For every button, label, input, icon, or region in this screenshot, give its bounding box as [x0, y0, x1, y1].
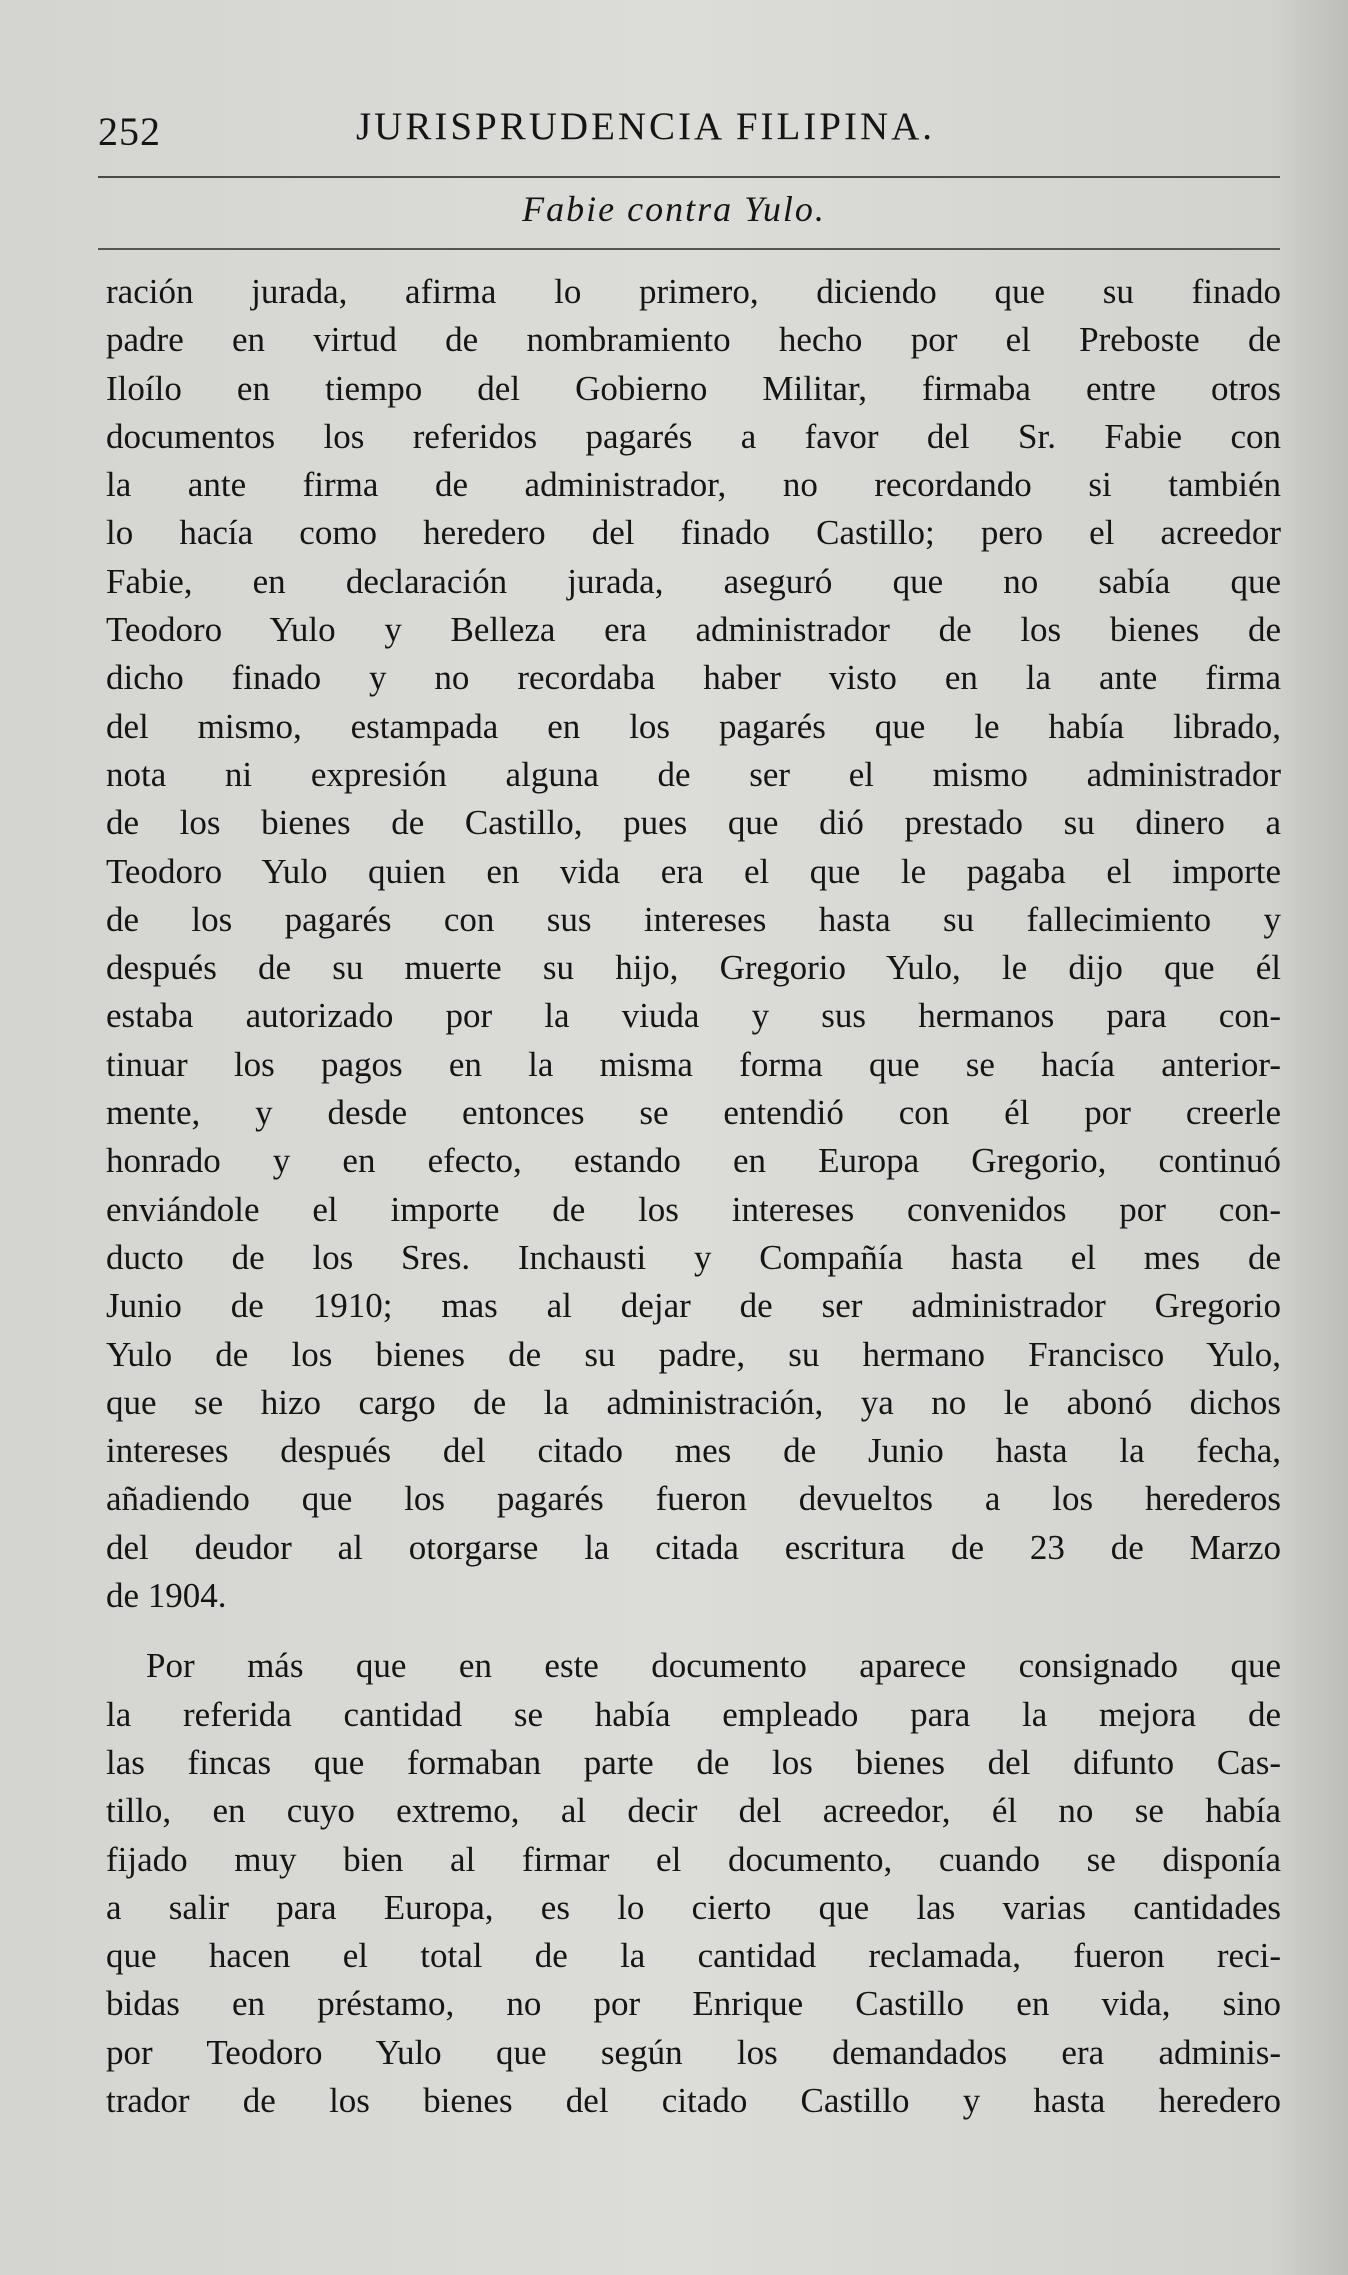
text-line: del mismo, estampada en los pagarés que le había librado,: [106, 706, 1281, 746]
text-line: añadiendo que los pagarés fueron devueltos a los herederos: [106, 1479, 1281, 1519]
body-text: [106, 268, 1281, 2125]
text-line: Junio de 1910; mas al dejar de ser administrador Gregorio: [106, 1286, 1281, 1326]
text-line: después de su muerte su hijo, Gregorio Yulo, le dijo que él: [106, 948, 1281, 988]
text-line: estaba autorizado por la viuda y sus hermanos para con-: [106, 996, 1281, 1036]
subtitle-rule: [98, 248, 1280, 250]
text-line: tillo, en cuyo extremo, al decir del acreedor, él no se había: [106, 1791, 1281, 1831]
case-title: Fabie contra Yulo.: [522, 189, 826, 229]
text-line: Teodoro Yulo quien en vida era el que le pagaba el importe: [106, 851, 1281, 891]
text-line: dicho finado y no recordaba haber visto en la ante firma: [106, 658, 1281, 698]
text-line: nota ni expresión alguna de ser el mismo administrador: [106, 754, 1281, 794]
text-line: de 1904.: [106, 1576, 227, 1616]
text-line: mente, y desde entonces se entendió con él por creerle: [106, 1093, 1281, 1133]
page-header: [98, 98, 1278, 158]
text-line: Yulo de los bienes de su padre, su hermano Francisco Yulo,: [106, 1334, 1281, 1374]
text-line: intereses después del citado mes de Junio hasta la fecha,: [106, 1431, 1281, 1471]
text-line: la ante firma de administrador, no recordando si también: [106, 465, 1281, 505]
text-line: ración jurada, afirma lo primero, diciendo que su finado: [106, 272, 1281, 311]
text-line: ducto de los Sres. Inchausti y Compañía hasta el mes de: [106, 1237, 1281, 1277]
text-line: la referida cantidad se había empleado para la mejora de: [106, 1694, 1281, 1734]
text-line: las fincas que formaban parte de los bienes del difunto Cas-: [106, 1742, 1281, 1782]
text-line: padre en virtud de nombramiento hecho por el Preboste de: [106, 320, 1281, 360]
text-line: de los bienes de Castillo, pues que dió prestado su dinero a: [106, 803, 1281, 843]
paragraph-1: [106, 268, 1281, 1620]
paragraph-2: [106, 1642, 1281, 2125]
text-line: tinuar los pagos en la misma forma que se hacía anterior-: [106, 1044, 1281, 1084]
text-line: por Teodoro Yulo que según los demandados era adminis-: [106, 2032, 1281, 2072]
text-line: lo hacía como heredero del finado Castillo; pero el acreedor: [106, 513, 1281, 553]
text-line: trador de los bienes del citado Castillo y hasta heredero: [106, 2080, 1281, 2120]
text-line: que se hizo cargo de la administración, ya no le abonó dichos: [106, 1382, 1281, 1422]
text-line: bidas en préstamo, no por Enrique Castillo en vida, sino: [106, 1984, 1281, 2024]
text-line: del deudor al otorgarse la citada escritura de 23 de Marzo: [106, 1527, 1281, 1567]
text-line: que hacen el total de la cantidad reclamada, fueron reci-: [106, 1936, 1281, 1976]
text-line: honrado y en efecto, estando en Europa Gregorio, continuó: [106, 1141, 1281, 1181]
header-rule: [98, 176, 1280, 178]
page-number: 252: [98, 109, 161, 154]
text-line: fijado muy bien al firmar el documento, cuando se disponía: [106, 1839, 1281, 1879]
text-line: enviándole el importe de los intereses convenidos por con-: [106, 1189, 1281, 1229]
text-line: documentos los referidos pagarés a favor del Sr. Fabie con: [106, 416, 1281, 456]
running-head: JURISPRUDENCIA FILIPINA.: [356, 105, 936, 148]
text-line: Teodoro Yulo y Belleza era administrador de los bienes de: [106, 610, 1281, 650]
text-line: de los pagarés con sus intereses hasta su fallecimiento y: [106, 899, 1281, 939]
text-line: Por más que en este documento aparece consignado que: [146, 1646, 1281, 1686]
text-line: Fabie, en declaración jurada, aseguró que no sabía que: [106, 561, 1281, 601]
text-line: a salir para Europa, es lo cierto que las varias cantidades: [106, 1887, 1281, 1927]
text-line: Iloílo en tiempo del Gobierno Militar, firmaba entre otros: [106, 368, 1281, 408]
